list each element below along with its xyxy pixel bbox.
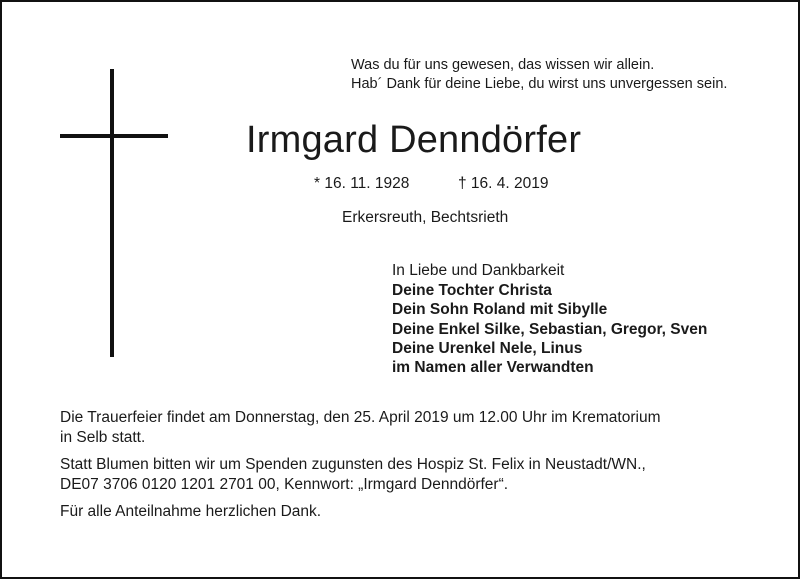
quote-line: Hab´ Dank für deine Liebe, du wirst uns unvergessen sein. — [351, 76, 728, 92]
mourner-line: Deine Urenkel Nele, Linus — [392, 339, 583, 357]
deceased-name: Irmgard Denndörfer — [246, 119, 582, 161]
mourners-list — [392, 261, 707, 377]
cross-icon-bar — [60, 134, 168, 138]
ceremony-paragraph — [60, 408, 760, 448]
residence-places: Erkersreuth, Bechtsrieth — [342, 209, 509, 226]
mourner-line: Deine Tochter Christa — [392, 282, 552, 300]
ceremony-line: in Selb statt. — [60, 429, 146, 446]
funeral-info — [60, 408, 760, 529]
ceremony-line: Die Trauerfeier findet am Donnerstag, den 25. April 2019 um 12.00 Uhr im Krematorium — [60, 409, 661, 426]
thanks-paragraph: Für alle Anteilnahme herzlichen Dank. — [60, 503, 322, 520]
quote-line: Was du für uns gewesen, das wissen wir allein. — [351, 57, 655, 73]
donation-line: DE07 3706 0120 1201 2701 00, Kennwort: „Irmgard Denndörfer“. — [60, 476, 509, 493]
donation-line: Statt Blumen bitten wir um Spenden zugunsten des Hospiz St. Felix in Neustadt/WN., — [60, 456, 646, 473]
death-date: † 16. 4. 2019 — [458, 175, 549, 192]
cross-icon — [110, 69, 114, 357]
mourner-line: Dein Sohn Roland mit Sibylle — [392, 301, 608, 319]
mourner-line: im Namen aller Verwandten — [392, 359, 594, 377]
birth-date: * 16. 11. 1928 — [314, 175, 410, 192]
memorial-quote — [351, 56, 727, 94]
mourner-line: Deine Enkel Silke, Sebastian, Gregor, Sven — [392, 320, 708, 338]
mourners-intro: In Liebe und Dankbarkeit — [392, 262, 565, 279]
donation-paragraph — [60, 455, 760, 495]
